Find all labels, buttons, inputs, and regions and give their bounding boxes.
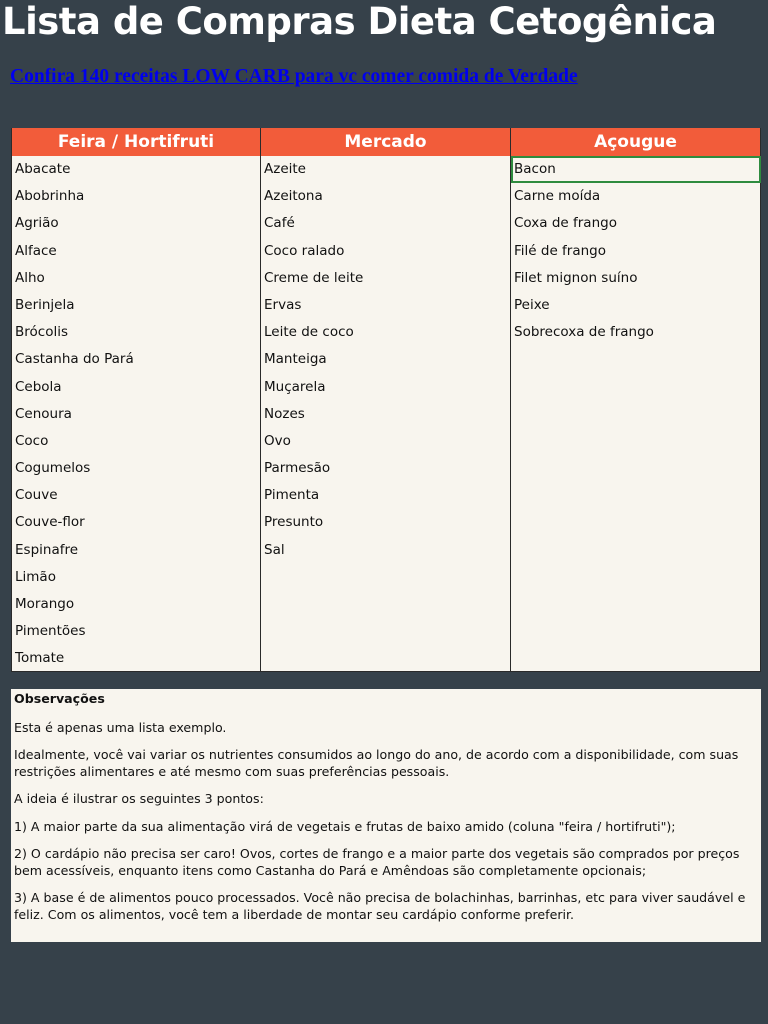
- table-cell[interactable]: Parmesão: [264, 460, 331, 477]
- table-cell[interactable]: Sal: [264, 541, 285, 558]
- table-cell[interactable]: Peixe: [514, 296, 550, 313]
- table-cell[interactable]: Filet mignon suíno: [514, 269, 638, 286]
- table-cell[interactable]: Abacate: [15, 161, 71, 177]
- table-cell[interactable]: Coxa de frango: [514, 215, 617, 232]
- notes-paragraph: Esta é apenas uma lista exemplo.: [14, 719, 227, 735]
- list-feira: [12, 156, 260, 673]
- notes-paragraph: Idealmente, você vai variar os nutrientes consumidos ao longo do ano, de acordo com a disponibilidade, com suas restrições alimentares e até mesmo com suas preferências pessoais.: [14, 747, 739, 779]
- table-cell[interactable]: Limão: [15, 568, 56, 585]
- notes-box: [11, 689, 761, 942]
- column-header-mercado[interactable]: Mercado: [261, 128, 510, 156]
- table-cell[interactable]: Leite de coco: [264, 324, 354, 341]
- table-cell[interactable]: Ervas: [264, 296, 302, 313]
- table-cell[interactable]: Abobrinha: [15, 188, 85, 205]
- column-header-acougue[interactable]: Açougue: [511, 128, 760, 156]
- table-cell[interactable]: Tomate: [15, 650, 65, 667]
- table-cell[interactable]: Sobrecoxa de frango: [514, 324, 654, 341]
- page-title: Lista de Compras Dieta Cetogênica: [2, 0, 717, 43]
- table-cell[interactable]: Cenoura: [15, 405, 72, 422]
- table-cell[interactable]: Coco ralado: [264, 242, 345, 259]
- table-cell[interactable]: Café: [264, 215, 295, 232]
- recipes-link[interactable]: Confira 140 receitas LOW CARB para vc comer comida de Verdade: [10, 66, 578, 87]
- table-cell[interactable]: Ovo: [264, 432, 291, 449]
- table-cell[interactable]: Carne moída: [514, 188, 601, 205]
- table-cell[interactable]: Agrião: [15, 215, 59, 232]
- table-cell[interactable]: Nozes: [264, 405, 305, 422]
- column-mercado: [261, 128, 511, 671]
- table-cell[interactable]: Filé de frango: [514, 242, 607, 259]
- table-cell[interactable]: Creme de leite: [264, 269, 364, 286]
- list-mercado: [261, 156, 510, 564]
- notes-paragraph: A ideia é ilustrar os seguintes 3 pontos:: [14, 791, 264, 806]
- table-cell[interactable]: Alho: [15, 269, 45, 286]
- table-cell[interactable]: Presunto: [264, 514, 324, 531]
- table-cell[interactable]: Couve-flor: [15, 514, 85, 531]
- table-cell[interactable]: Azeitona: [264, 188, 323, 205]
- table-cell[interactable]: Cogumelos: [15, 460, 91, 477]
- table-cell[interactable]: Pimentões: [15, 623, 86, 640]
- table-cell[interactable]: Alface: [15, 242, 57, 259]
- table-cell[interactable]: Muçarela: [264, 378, 326, 395]
- table-cell[interactable]: Manteiga: [264, 351, 327, 368]
- table-bottom-border: [11, 671, 761, 672]
- notes-paragraph: 2) O cardápio não precisa ser caro! Ovos, cortes de frango e a maior parte dos vegetais são comprados por preços bem acessíveis, enquanto itens como Castanha do Pará e Amêndoas são completamente opcionais;: [14, 846, 740, 878]
- table-cell[interactable]: Espinafre: [15, 541, 79, 558]
- table-cell[interactable]: Berinjela: [15, 296, 75, 313]
- table-cell[interactable]: Coco: [15, 432, 49, 449]
- column-acougue: [511, 128, 761, 671]
- shopping-list-table: [11, 128, 761, 671]
- table-cell[interactable]: Pimenta: [264, 487, 320, 504]
- table-cell[interactable]: Castanha do Pará: [15, 351, 134, 368]
- column-feira: [11, 128, 261, 671]
- notes-paragraph: 1) A maior parte da sua alimentação virá de vegetais e frutas de baixo amido (coluna "feira / hortifruti");: [14, 818, 676, 834]
- table-cell[interactable]: Cebola: [15, 378, 62, 395]
- column-header-feira[interactable]: Feira / Hortifruti: [12, 128, 260, 156]
- table-cell[interactable]: Brócolis: [15, 324, 68, 341]
- table-cell[interactable]: Morango: [15, 596, 75, 612]
- list-acougue: [511, 156, 760, 346]
- table-cell[interactable]: Azeite: [264, 161, 306, 177]
- table-cell[interactable]: Bacon: [511, 156, 761, 183]
- notes-paragraph: 3) A base é de alimentos pouco processados. Você não precisa de bolachinhas, barrinhas, etc para viver saudável e feliz. Com os alimentos, você tem a liberdade de montar seu cardápio conforme preferir.: [14, 890, 746, 922]
- notes-title: Observações: [14, 691, 105, 706]
- table-cell[interactable]: Couve: [15, 487, 58, 504]
